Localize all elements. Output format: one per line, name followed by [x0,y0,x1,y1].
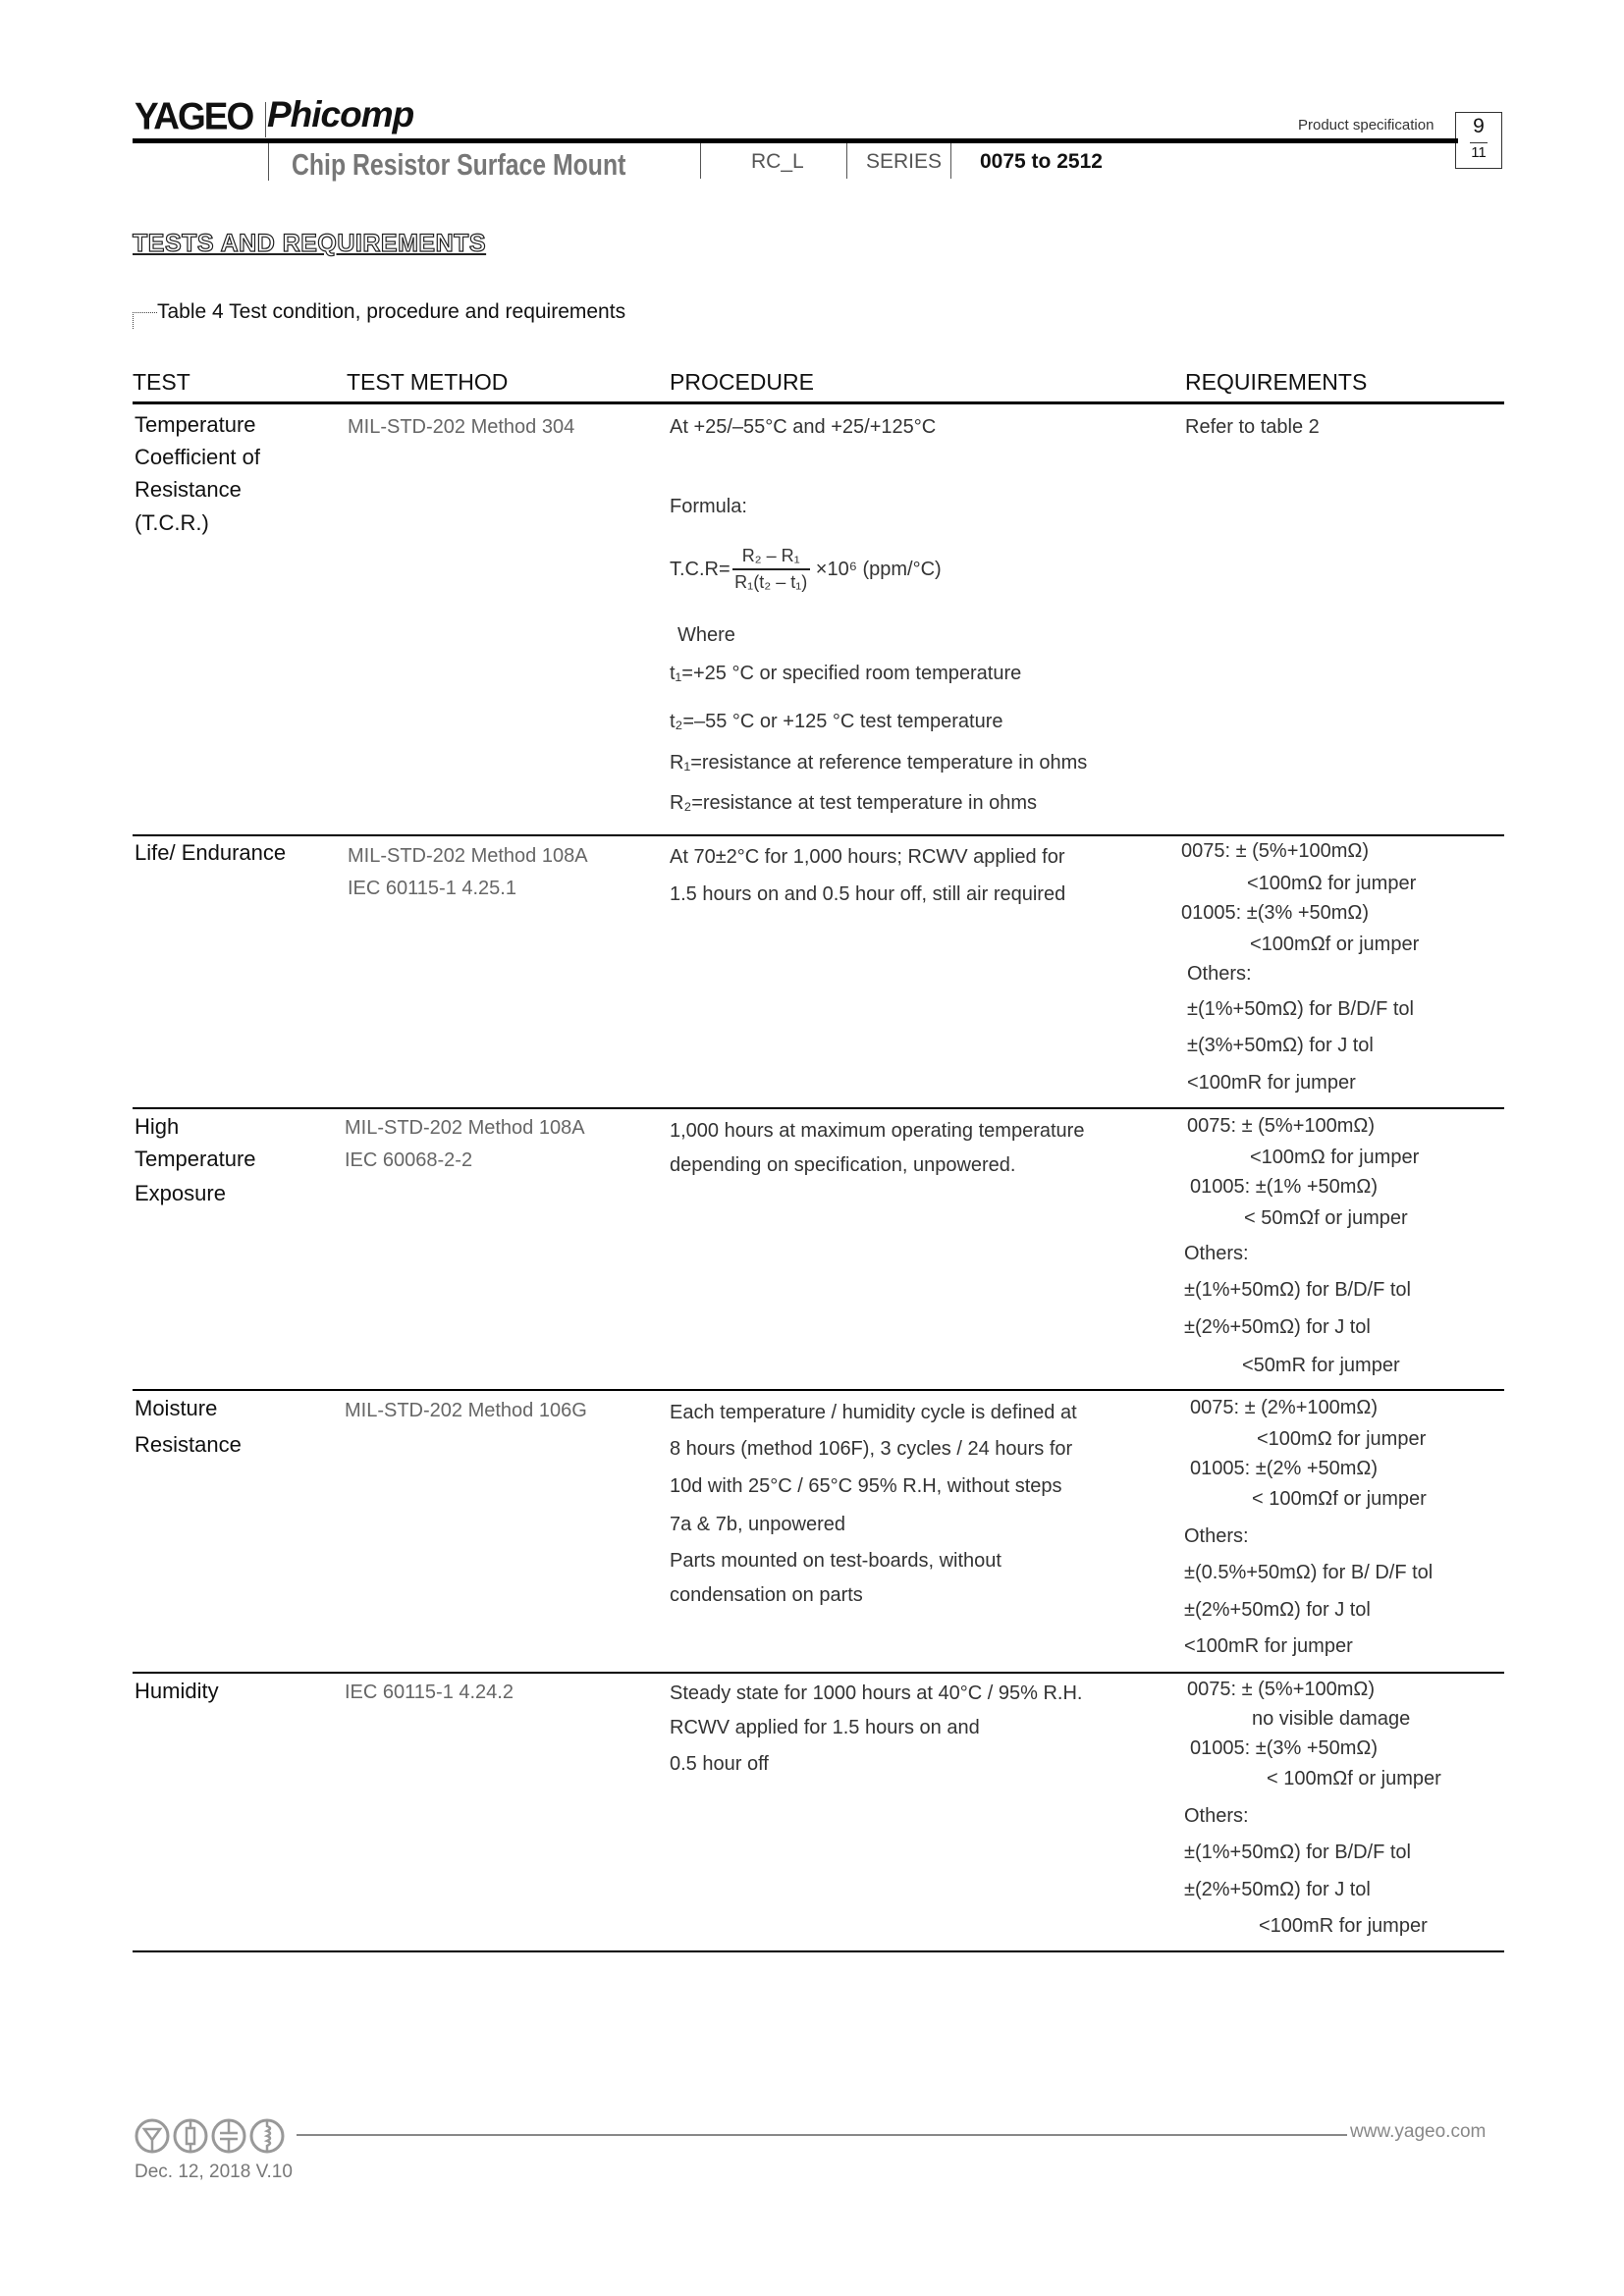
requirement-text: < 100mΩf or jumper [1252,1488,1427,1510]
requirement-text: ±(2%+50mΩ) for J tol [1184,1316,1371,1338]
test-name: Resistance [135,477,242,502]
formula-numerator: R₂ – R₁ [732,546,810,570]
test-method: MIL-STD-202 Method 108A [345,1117,585,1139]
formula-note: Where [677,624,735,646]
footer-symbols [135,2118,285,2154]
page-indicator [1455,112,1502,169]
header-divider [950,143,951,179]
table-header-rule [133,401,1504,404]
test-name: Exposure [135,1181,226,1205]
header-divider [268,143,269,181]
footer-url[interactable]: www.yageo.com [1350,2121,1487,2142]
procedure-text: RCWV applied for 1.5 hours on and [670,1717,980,1738]
requirement-text: <100mΩ for jumper [1257,1428,1427,1450]
procedure-text: condensation on parts [670,1584,863,1606]
requirement-text: ±(0.5%+50mΩ) for B/ D/F tol [1184,1562,1434,1583]
page-number: 9 [1473,115,1485,137]
formula-note: t₁=+25 °C or specified room temperature [670,663,1022,684]
requirement-text: ±(2%+50mΩ) for J tol [1184,1879,1371,1900]
header-divider [846,143,847,179]
procedure-text: 10d with 25°C / 65°C 95% R.H, without steps [670,1475,1062,1497]
procedure-text: At +25/–55°C and +25/+125°C [670,416,937,438]
test-name: Temperature [135,1147,256,1171]
header-divider [700,143,701,179]
formula-factor: ×10⁶ (ppm/°C) [815,558,942,580]
test-name: Coefficient of [135,445,261,469]
procedure-text: 8 hours (method 106F), 3 cycles / 24 hours for [670,1438,1073,1460]
section-title: TESTS AND REQUIREMENTS [133,230,487,257]
series-label: SERIES [866,150,943,173]
requirement-text: Refer to table 2 [1185,416,1320,438]
procedure-text: Formula: [670,496,747,517]
procedure-text: 7a & 7b, unpowered [670,1514,846,1535]
formula-denominator: R₁(t₂ – t₁) [734,572,808,592]
inductor-symbol-icon [249,2118,285,2154]
requirement-text: <100mΩ for jumper [1250,1147,1420,1168]
requirement-text: <100mR for jumper [1187,1072,1356,1094]
formula-fraction [732,546,810,593]
requirement-text: 0075: ± (5%+100mΩ) [1187,1679,1376,1700]
header-rule [133,138,1458,143]
test-name: Life/ Endurance [135,840,287,865]
size-range: 0075 to 2512 [980,150,1103,173]
test-name: Moisture [135,1396,218,1420]
requirement-text: 01005: ±(2% +50mΩ) [1190,1458,1379,1479]
requirement-text: 0075: ± (2%+100mΩ) [1190,1397,1379,1418]
requirement-text: Others: [1187,963,1252,985]
procedure-text: At 70±2°C for 1,000 hours; RCWV applied for [670,846,1065,868]
yageo-logo: YAGEO [135,94,253,137]
test-name: Resistance [135,1432,242,1457]
tcr-formula [670,546,942,593]
product-code: RC_L [751,150,804,173]
formula-note: t₂=–55 °C or +125 °C test temperature [670,711,1003,732]
row-separator [133,1672,1504,1674]
formula-note: R₂=resistance at test temperature in ohms [670,792,1038,814]
requirement-text: < 100mΩf or jumper [1267,1768,1441,1789]
formula-lhs: T.C.R= [670,558,731,580]
capacitor-symbol-icon [211,2118,246,2154]
requirement-text: ±(1%+50mΩ) for B/D/F tol [1184,1279,1411,1301]
row-separator [133,834,1504,836]
requirement-text: Others: [1184,1243,1249,1264]
requirement-text: no visible damage [1252,1708,1411,1730]
requirement-text: ±(3%+50mΩ) for J tol [1187,1035,1374,1056]
requirement-text: ±(1%+50mΩ) for B/D/F tol [1184,1842,1411,1863]
requirement-text: 01005: ±(3% +50mΩ) [1190,1737,1379,1759]
test-method: IEC 60115-1 4.24.2 [345,1682,514,1703]
requirement-text: <100mΩf or jumper [1250,934,1420,955]
requirement-text: ±(2%+50mΩ) for J tol [1184,1599,1371,1621]
procedure-text: 1.5 hours on and 0.5 hour off, still air required [670,883,1066,905]
requirement-text: 01005: ±(1% +50mΩ) [1190,1176,1379,1198]
requirement-text: ±(1%+50mΩ) for B/D/F tol [1187,998,1414,1020]
procedure-text: 0.5 hour off [670,1753,769,1775]
procedure-text: 1,000 hours at maximum operating temperature [670,1120,1085,1142]
phicomp-logo: Phicomp [267,94,414,134]
test-name: High [135,1114,180,1139]
total-pages: 11 [1471,144,1487,161]
test-method: MIL-STD-202 Method 304 [348,416,575,438]
row-separator [133,1107,1504,1109]
requirement-text: <100mΩ for jumper [1247,873,1417,894]
column-header-requirements: REQUIREMENTS [1185,369,1368,395]
test-method: IEC 60068-2-2 [345,1149,473,1171]
requirement-text: Others: [1184,1805,1249,1827]
page-divider [1470,142,1488,143]
footer-date-version: Dec. 12, 2018 V.10 [135,2162,293,2182]
requirement-text: Others: [1184,1525,1249,1547]
resistor-symbol-icon [173,2118,208,2154]
test-name: Temperature [135,412,256,437]
column-header-procedure: PROCEDURE [670,369,814,395]
procedure-text: depending on specification, unpowered. [670,1154,1016,1176]
requirement-text: 0075: ± (5%+100mΩ) [1187,1115,1376,1137]
document-type: Product specification [1298,117,1435,133]
procedure-text: Parts mounted on test-boards, without [670,1550,1001,1572]
requirement-text: <100mR for jumper [1259,1915,1428,1937]
antenna-symbol-icon [135,2118,170,2154]
caption-marker [133,312,157,329]
procedure-text: Each temperature / humidity cycle is defined at [670,1402,1077,1423]
test-name: (T.C.R.) [135,510,209,535]
column-header-test: TEST [133,369,190,395]
test-method: MIL-STD-202 Method 108A [348,845,588,867]
requirement-text: 01005: ±(3% +50mΩ) [1181,902,1370,924]
procedure-text: Steady state for 1000 hours at 40°C / 95% R.H. [670,1682,1083,1704]
requirement-text: 0075: ± (5%+100mΩ) [1181,840,1370,862]
requirement-text: < 50mΩf or jumper [1244,1207,1408,1229]
table-caption: Table 4 Test condition, procedure and requirements [157,300,626,323]
table-bottom-rule [133,1950,1504,1952]
formula-note: R₁=resistance at reference temperature in ohms [670,752,1088,774]
requirement-text: <50mR for jumper [1242,1355,1400,1376]
requirement-text: <100mR for jumper [1184,1635,1353,1657]
column-header-test-method: TEST METHOD [347,369,509,395]
test-method: MIL-STD-202 Method 106G [345,1400,587,1421]
logo-divider [265,102,266,137]
test-name: Humidity [135,1679,219,1703]
footer-rule [297,2134,1347,2136]
product-title: Chip Resistor Surface Mount [292,147,626,182]
row-separator [133,1389,1504,1391]
test-method: IEC 60115-1 4.25.1 [348,878,516,899]
